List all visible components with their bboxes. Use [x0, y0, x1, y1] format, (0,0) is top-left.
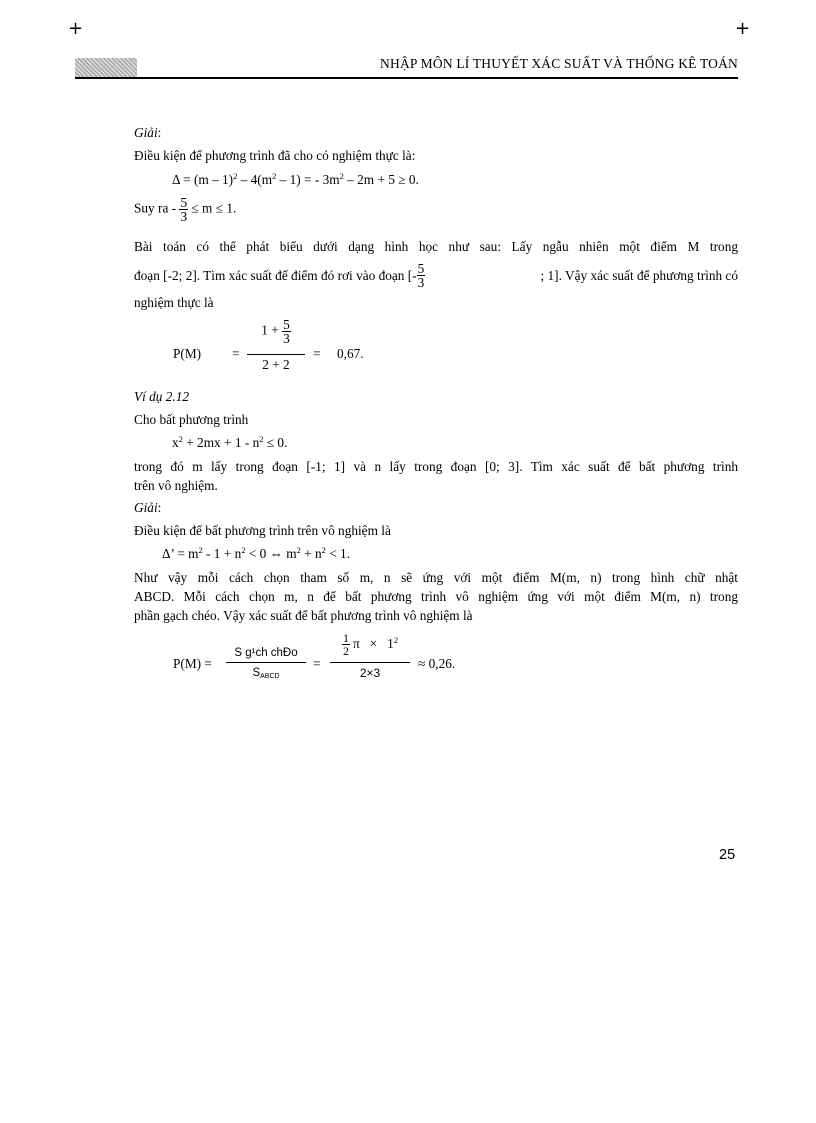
condition-text: Điều kiện để bất phương trình trên vô nghiệm là	[134, 523, 391, 538]
equals-sign: =	[232, 346, 240, 361]
prob-fraction-denominator: 2 + 2	[262, 357, 290, 372]
crop-mark-left: +	[68, 18, 84, 39]
example-title: Ví dụ 2.12	[134, 389, 190, 404]
paragraph-line: Như vậy mỗi cách chọn tham số m, n sẽ ứng với một điểm M(m, n) trong hình chữ nhật	[134, 570, 738, 585]
equals-sign: =	[313, 346, 321, 361]
result-fraction-denominator: 2×3	[359, 666, 381, 680]
solution-label: Giải:	[134, 500, 162, 515]
paragraph-line: Bài toán có thể phát biểu dưới dạng hình học như sau: Lấy ngẫu nhiên một điểm M trong	[134, 239, 738, 254]
header-pattern-box	[75, 58, 137, 77]
running-header-title: NHẬP MÔN LÍ THUYẾT XÁC SUẤT VÀ THỐNG KÊ TOÁN	[380, 56, 738, 71]
paragraph-line: đoạn [-2; 2]. Tìm xác suất để điểm đó rơi vào đoạn [- $\frac{5}{3}$ ; 1]. Vậy xác suất để phương trình có	[134, 261, 738, 290]
prob-lhs: P(M) =	[173, 656, 212, 671]
area-fraction-numerator: S g¹ch chÐo	[234, 647, 298, 659]
condition-text: Điều kiện để phương trình đã cho có nghiệm thực là:	[134, 148, 416, 163]
discriminant-formula: Δ’ = $m^2 - 1 + n^2 < 0$ ⇔ $m^2 + n^2 < 1$.	[162, 545, 351, 561]
paragraph-line: ABCD. Mỗi cách chọn m, n để bất phương trình vô nghiệm ứng với một điểm M(m, n) trong	[134, 589, 738, 604]
discriminant-formula: $\Delta = (m - 1)^2 - 4(m^2 - 1)$ = - $3m^2 - 2m + 5 \ge 0$.	[172, 171, 419, 187]
paragraph-line: phần gạch chéo. Vậy xác suất để bất phương trình vô nghiệm là	[134, 608, 473, 623]
crop-mark-right: +	[735, 18, 751, 39]
circle-area-numerator: $\frac{1}{2}$ π × $1^2$	[342, 630, 399, 658]
paragraph-line: trên vô nghiệm.	[134, 478, 218, 493]
solution-label: Giải:	[134, 125, 162, 140]
page-number: 25	[719, 847, 736, 863]
header-rule	[75, 77, 738, 79]
paragraph-line: trong đó m lấy trong đoạn [-1; 1] và n lấy trong đoạn [0; 3]. Tìm xác suất để bất phương trình	[134, 459, 738, 474]
prob-fraction-bar	[247, 354, 305, 355]
five-thirds-fraction: $\frac{5}{3}$	[417, 261, 425, 290]
prob-lhs: P(M)	[173, 346, 202, 361]
suy-ra-line: Suy ra - $\frac{5}{3}$ ≤ m ≤ 1.	[134, 195, 237, 224]
prob-result: ≈ 0,26.	[418, 656, 456, 671]
inequality-formula: $x^2 + 2mx + 1 - n^2 \le 0$.	[172, 434, 288, 450]
paragraph-line: nghiệm thực là	[134, 295, 214, 310]
prob-fraction-numerator: 1 + $\frac{5}{3}$	[261, 317, 290, 346]
area-fraction-denominator: $S_{ABCD}$	[252, 667, 280, 680]
prob-result: 0,67.	[337, 346, 364, 361]
example-intro: Cho bất phương trình	[134, 412, 249, 427]
area-fraction-bar	[226, 662, 306, 663]
five-thirds-fraction: $\frac{5}{3}$	[180, 195, 188, 224]
equals-sign: =	[313, 656, 321, 671]
result-fraction-bar	[330, 662, 410, 663]
